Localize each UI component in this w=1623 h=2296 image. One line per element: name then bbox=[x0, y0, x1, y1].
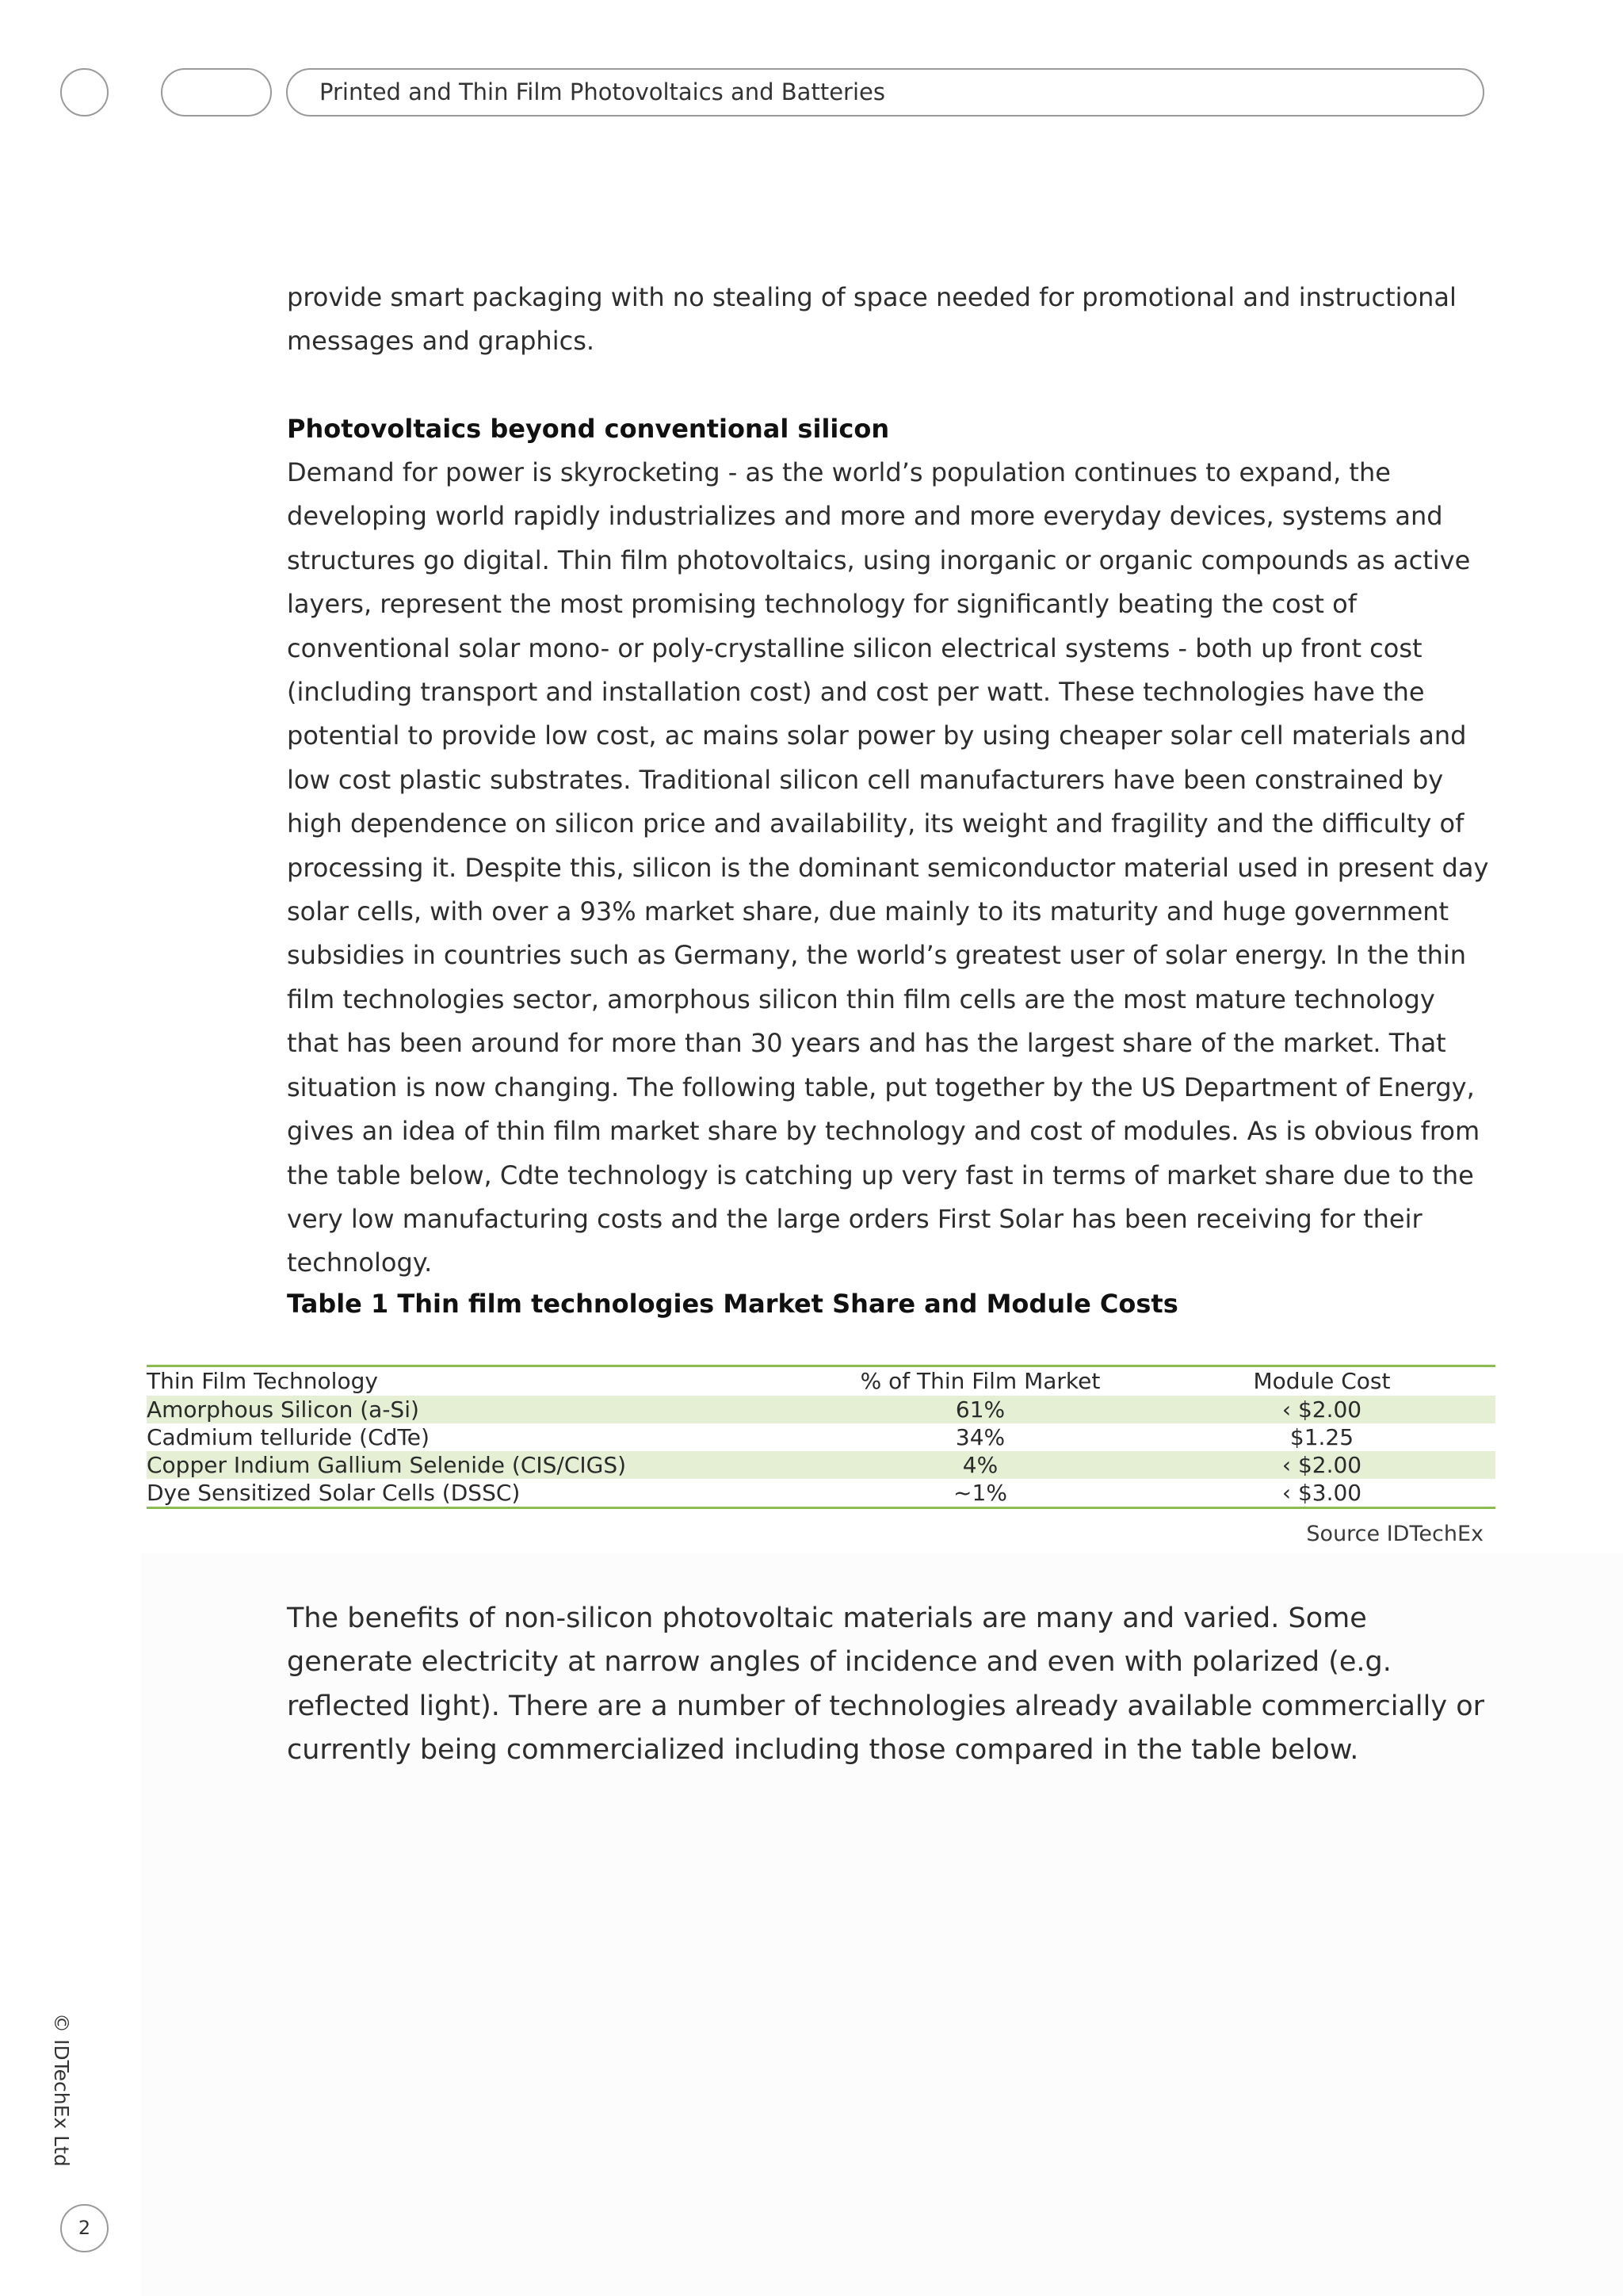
table-source: Source IDTechEx bbox=[1306, 1522, 1484, 1546]
table-header-row bbox=[147, 1366, 1495, 1396]
header-circle-ornament bbox=[60, 68, 109, 117]
table-row bbox=[147, 1423, 1495, 1451]
column-header-technology: Thin Film Technology bbox=[147, 1366, 812, 1396]
column-header-market-share: % of Thin Film Market bbox=[812, 1366, 1148, 1396]
cell-module-cost: ‹ $2.00 bbox=[1148, 1396, 1495, 1423]
cell-technology: Cadmium telluride (CdTe) bbox=[147, 1424, 430, 1450]
benefits-paragraph: The benefits of non-silicon photovoltaic materials are many and varied. Some generate electricity at narrow angles of incidence and even with polarized (e.g. reflected light). There are a number of technologies already available commercially or currently being commercialized including those compared in the table below. bbox=[287, 1603, 1484, 1767]
column-header-module-cost: Module Cost bbox=[1148, 1366, 1495, 1396]
section-heading: Photovoltaics beyond conventional silicon bbox=[287, 414, 890, 444]
cell-module-cost: $1.25 bbox=[1289, 1424, 1354, 1450]
header-title-bar bbox=[286, 68, 1484, 117]
cell-technology: Copper Indium Gallium Selenide (CIS/CIGS) bbox=[147, 1451, 812, 1479]
header-pill-ornament bbox=[161, 68, 272, 117]
cell-market-share: 61% bbox=[812, 1396, 1148, 1423]
table-row bbox=[147, 1451, 1495, 1479]
cell-module-cost: ‹ $2.00 bbox=[1148, 1451, 1495, 1479]
table-caption: Table 1 Thin film technologies Market Share and Module Costs bbox=[287, 1289, 1178, 1319]
cell-market-share: 34% bbox=[955, 1424, 1006, 1450]
section-paragraph: Demand for power is skyrocketing - as the world’s population continues to expand, the developing world rapidly industrializes and more and more everyday devices, systems and structures go digital. Thin film photovoltaics, using inorganic or organic compounds as active layers, represent the most promising technology for significantly beating the cost of conventional solar mono- or poly-crystalline silicon electrical systems - both up front cost (including transport and installation cost) and cost per watt. These technologies have the potential to provide low cost, ac mains solar power by using cheaper solar cell materials and low cost plastic substrates. Traditional silicon cell manufacturers have been constrained by high dependence on silicon price and availability, its weight and fragility and the difficulty of processing it. Despite this, silicon is the dominant semiconductor material used in present day solar cells, with over a 93% market share, due mainly to its maturity and huge government subsidies in countries such as Germany, the world’s greatest user of solar energy. In the thin film technologies sector, amorphous silicon thin film cells are the most mature technology that has been around for more than 30 years and has the largest share of the market. That situation is now changing. The following table, put together by the US Department of Energy, gives an idea of thin film market share by technology and cost of modules. As is obvious from the table below, Cdte technology is catching up very fast in terms of market share due to the very low manufacturing costs and the large orders First Solar has been receiving for their technology. bbox=[287, 457, 1489, 1278]
copyright-notice: © IDTechEx Ltd bbox=[50, 2013, 73, 2167]
cell-market-share: ~1% bbox=[812, 1479, 1148, 1508]
table-row bbox=[147, 1479, 1495, 1508]
table-row bbox=[147, 1396, 1495, 1423]
intro-paragraph: provide smart packaging with no stealing of space needed for promotional and instructional messages and graphics. bbox=[287, 282, 1457, 357]
cell-market-share: 4% bbox=[812, 1451, 1148, 1479]
cell-technology: Dye Sensitized Solar Cells (DSSC) bbox=[147, 1479, 812, 1508]
page-number: 2 bbox=[60, 2204, 109, 2252]
cell-technology: Amorphous Silicon (a-Si) bbox=[147, 1396, 812, 1423]
market-share-table bbox=[147, 1365, 1495, 1509]
cell-module-cost: ‹ $3.00 bbox=[1148, 1479, 1495, 1508]
document-title: Printed and Thin Film Photovoltaics and Batteries bbox=[319, 78, 885, 105]
